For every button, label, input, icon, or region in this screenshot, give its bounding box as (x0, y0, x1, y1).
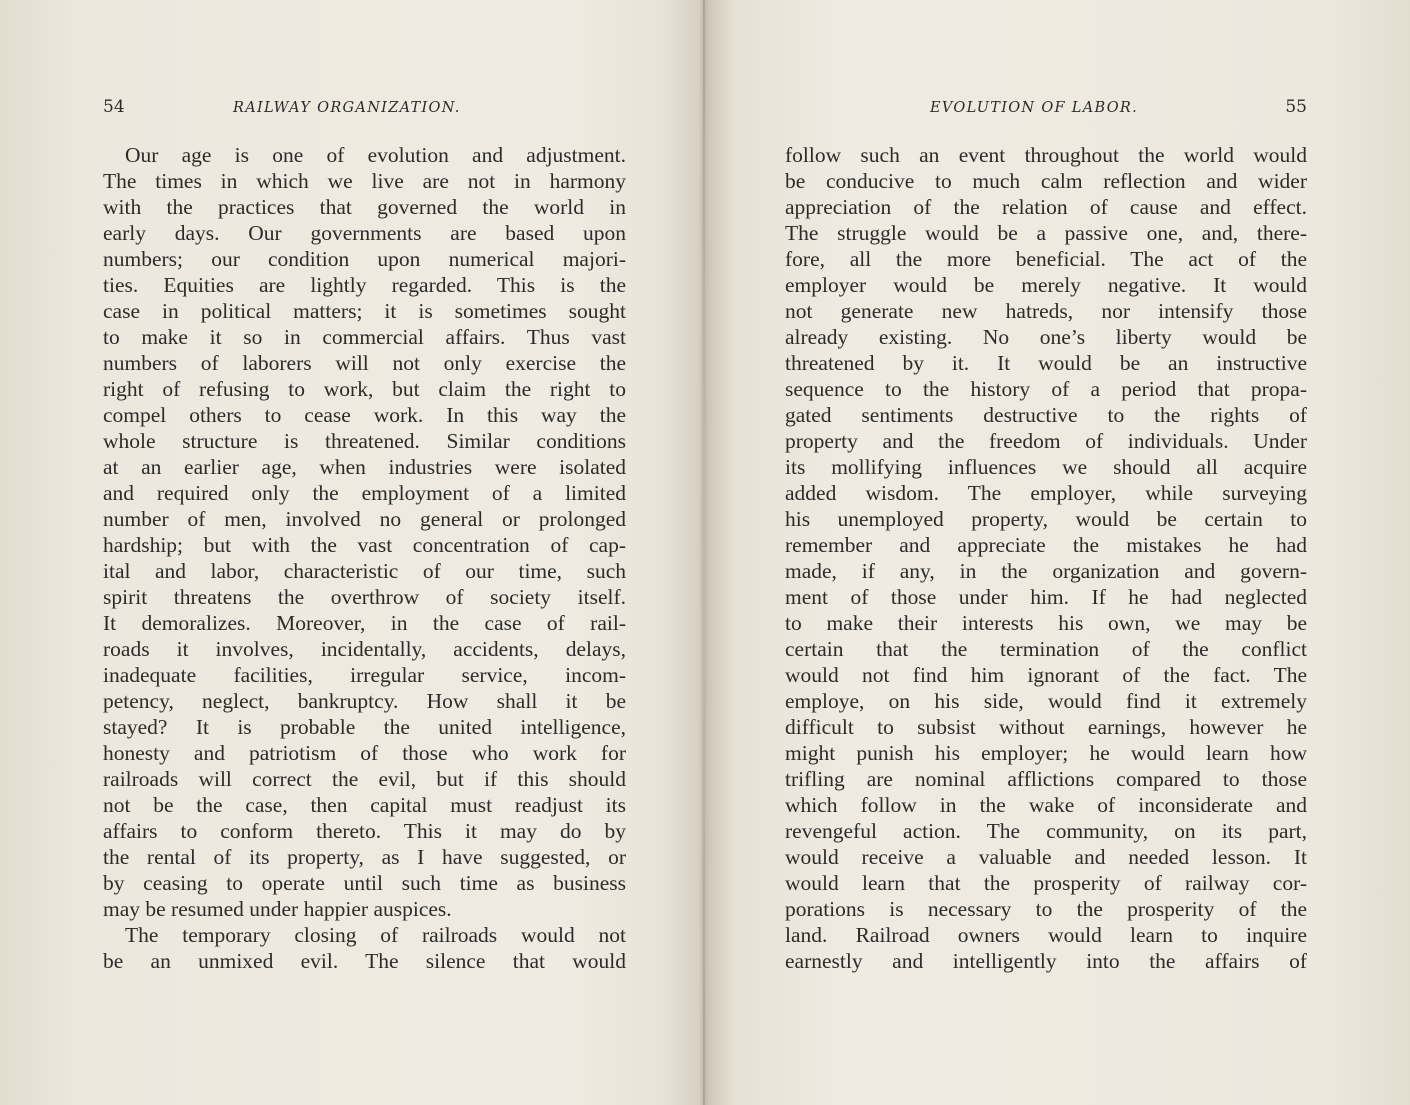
right-page-number: 55 (1285, 97, 1307, 117)
right-running-head (787, 95, 1307, 125)
text-line: Our age is one of evolution and adjustment. (125, 143, 626, 167)
text-line: early days. Our governments are based upon (103, 221, 626, 245)
text-line: already existing. No one’s liberty would be (785, 325, 1307, 349)
text-line: its mollifying influences we should all acquire (785, 455, 1307, 479)
text-line: ital and labor, characteristic of our time, such (103, 559, 626, 583)
text-line: hardship; but with the vast concentration of cap- (103, 533, 626, 557)
text-line: ties. Equities are lightly regarded. This is the (103, 273, 626, 297)
text-line: to make their interests his own, we may be (785, 611, 1307, 635)
text-line: with the practices that governed the world in (103, 195, 626, 219)
text-line: The times in which we live are not in harmony (103, 169, 626, 193)
text-line: ment of those under him. If he had neglected (785, 585, 1307, 609)
text-line: would not find him ignorant of the fact. The (785, 663, 1307, 687)
text-line: compel others to cease work. In this way the (103, 403, 626, 427)
right-text-block (785, 142, 1307, 974)
text-line: might punish his employer; he would learn how (785, 741, 1307, 765)
text-line: added wisdom. The employer, while surveying (785, 481, 1307, 505)
text-line: gated sentiments destructive to the rights of (785, 403, 1307, 427)
left-page (0, 0, 703, 1105)
text-line: trifling are nominal afflictions compared to those (785, 767, 1307, 791)
text-line: employer would be merely negative. It would (785, 273, 1307, 297)
text-line: which follow in the wake of inconsiderate and (785, 793, 1307, 817)
text-line: fore, all the more beneficial. The act of the (785, 247, 1307, 271)
text-line: at an earlier age, when industries were isolated (103, 455, 626, 479)
text-line: made, if any, in the organization and govern- (785, 559, 1307, 583)
text-line: porations is necessary to the prosperity of the (785, 897, 1307, 921)
text-line: his unemployed property, would be certain to (785, 507, 1307, 531)
text-line: stayed? It is probable the united intelligence, (103, 715, 626, 739)
text-line: certain that the termination of the conflict (785, 637, 1307, 661)
text-line: It demoralizes. Moreover, in the case of rail- (103, 611, 626, 635)
text-line: be an unmixed evil. The silence that would (103, 949, 626, 973)
text-line: be conducive to much calm reflection and wider (785, 169, 1307, 193)
text-line: petency, neglect, bankruptcy. How shall it be (103, 689, 626, 713)
text-line: The struggle would be a passive one, and, there- (785, 221, 1307, 245)
text-line: railroads will correct the evil, but if this should (103, 767, 626, 791)
text-line: the rental of its property, as I have suggested, or (103, 845, 626, 869)
text-line: property and the freedom of individuals. Under (785, 429, 1307, 453)
text-line: remember and appreciate the mistakes he had (785, 533, 1307, 557)
text-line: sequence to the history of a period that propa- (785, 377, 1307, 401)
text-line: inadequate facilities, irregular service, incom- (103, 663, 626, 687)
text-line: land. Railroad owners would learn to inquire (785, 923, 1307, 947)
left-running-title: RAILWAY ORGANIZATION. (233, 100, 461, 116)
text-line: number of men, involved no general or prolonged (103, 507, 626, 531)
text-line: case in political matters; it is sometimes sought (103, 299, 626, 323)
text-line: not be the case, then capital must readjust its (103, 793, 626, 817)
text-line: employe, on his side, would find it extremely (785, 689, 1307, 713)
text-line: would receive a valuable and needed lesson. It (785, 845, 1307, 869)
text-line: honesty and patriotism of those who work for (103, 741, 626, 765)
text-line: not generate new hatreds, nor intensify those (785, 299, 1307, 323)
text-line: numbers; our condition upon numerical majori- (103, 247, 626, 271)
right-page (707, 0, 1410, 1105)
right-running-title: EVOLUTION OF LABOR. (930, 100, 1139, 116)
text-line: numbers of laborers will not only exercise the (103, 351, 626, 375)
book-gutter (703, 0, 705, 1105)
text-line: The temporary closing of railroads would not (125, 923, 626, 947)
text-line: difficult to subsist without earnings, however he (785, 715, 1307, 739)
text-line: affairs to conform thereto. This it may do by (103, 819, 626, 843)
left-text-block (103, 142, 626, 974)
text-line: may be resumed under happier auspices. (103, 897, 452, 921)
text-line: to make it so in commercial affairs. Thus vast (103, 325, 626, 349)
left-running-head (103, 95, 626, 125)
text-line: roads it involves, incidentally, accidents, delays, (103, 637, 626, 661)
text-line: right of refusing to work, but claim the right to (103, 377, 626, 401)
text-line: earnestly and intelligently into the affairs of (785, 949, 1307, 973)
text-line: and required only the employment of a limited (103, 481, 626, 505)
text-line: appreciation of the relation of cause and effect. (785, 195, 1307, 219)
left-page-number: 54 (103, 97, 125, 117)
text-line: spirit threatens the overthrow of society itself. (103, 585, 626, 609)
text-line: follow such an event throughout the world would (785, 143, 1307, 167)
text-line: would learn that the prosperity of railway cor- (785, 871, 1307, 895)
text-line: by ceasing to operate until such time as business (103, 871, 626, 895)
text-line: whole structure is threatened. Similar conditions (103, 429, 626, 453)
text-line: revengeful action. The community, on its part, (785, 819, 1307, 843)
text-line: threatened by it. It would be an instructive (785, 351, 1307, 375)
